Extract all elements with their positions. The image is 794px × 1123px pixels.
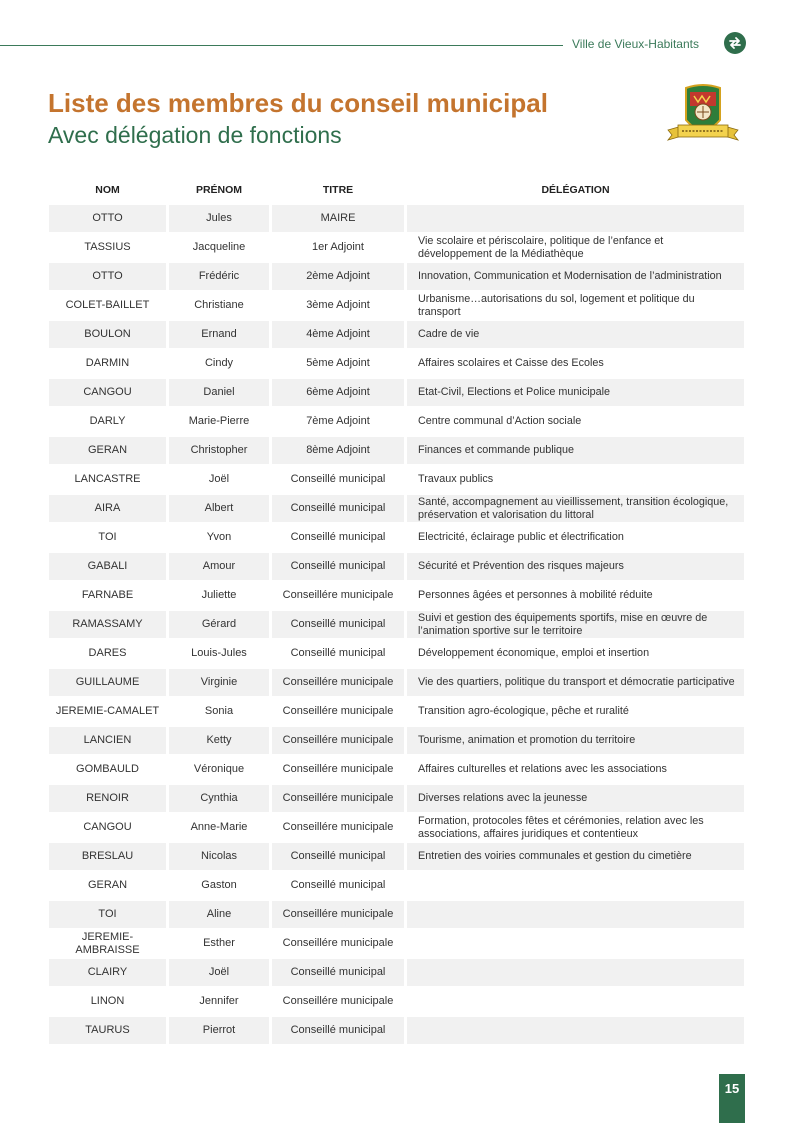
cell-delegation: Etat-Civil, Elections et Police municipale xyxy=(407,378,744,407)
cell-prenom: Amour xyxy=(169,552,269,581)
cell-titre: Conseillé municipal xyxy=(272,552,404,581)
cell-delegation xyxy=(407,1016,744,1045)
cell-titre: 7ème Adjoint xyxy=(272,407,404,436)
cell-nom: AIRA xyxy=(49,494,166,523)
cell-nom: GUILLAUME xyxy=(49,668,166,697)
cell-titre: Conseillé municipal xyxy=(272,610,404,639)
cell-nom: DARES xyxy=(49,639,166,668)
cell-delegation: Santé, accompagnement au vieillissement, transition écologique, préservation et valorisation du littoral xyxy=(407,494,744,523)
table-row xyxy=(49,320,744,349)
cell-delegation: Innovation, Communication et Modernisation de l’administration xyxy=(407,262,744,291)
cell-titre: 8ème Adjoint xyxy=(272,436,404,465)
cell-titre: Conseillé municipal xyxy=(272,958,404,987)
cell-prenom: Albert xyxy=(169,494,269,523)
cell-delegation xyxy=(407,987,744,1016)
column-header-prenom: PRÉNOM xyxy=(195,184,243,196)
cell-nom: TAURUS xyxy=(49,1016,166,1045)
cell-delegation: Cadre de vie xyxy=(407,320,744,349)
cell-titre: 4ème Adjoint xyxy=(272,320,404,349)
table-row xyxy=(49,436,744,465)
cell-titre: Conseillére municipale xyxy=(272,581,404,610)
cell-nom: GABALI xyxy=(49,552,166,581)
cell-delegation xyxy=(407,900,744,929)
cell-delegation: Transition agro-écologique, pêche et ruralité xyxy=(407,697,744,726)
cell-titre: 1er Adjoint xyxy=(272,233,404,262)
cell-titre: Conseillére municipale xyxy=(272,987,404,1016)
cell-prenom: Virginie xyxy=(169,668,269,697)
cell-titre: Conseillére municipale xyxy=(272,900,404,929)
cell-prenom: Esther xyxy=(169,929,269,958)
cell-titre: MAIRE xyxy=(272,204,404,233)
cell-prenom: Sonia xyxy=(169,697,269,726)
cell-nom: BRESLAU xyxy=(49,842,166,871)
cell-titre: 3ème Adjoint xyxy=(272,291,404,320)
table-row xyxy=(49,407,744,436)
cell-prenom: Aline xyxy=(169,900,269,929)
cell-nom: JEREMIE-CAMALET xyxy=(49,697,166,726)
cell-prenom: Joël xyxy=(169,465,269,494)
table-row xyxy=(49,900,744,929)
cell-delegation: Centre communal d’Action sociale xyxy=(407,407,744,436)
table-row xyxy=(49,465,744,494)
cell-titre: Conseillére municipale xyxy=(272,668,404,697)
cell-delegation: Affaires culturelles et relations avec les associations xyxy=(407,755,744,784)
cell-titre: Conseillére municipale xyxy=(272,929,404,958)
table-row xyxy=(49,233,744,262)
cell-prenom: Christopher xyxy=(169,436,269,465)
table-row xyxy=(49,291,744,320)
table-row xyxy=(49,610,744,639)
cell-delegation xyxy=(407,929,744,958)
table-row xyxy=(49,204,744,233)
cell-nom: LANCIEN xyxy=(49,726,166,755)
cell-nom: LANCASTRE xyxy=(49,465,166,494)
column-header-nom: NOM xyxy=(95,184,120,196)
column-header-titre: TITRE xyxy=(322,184,354,196)
cell-titre: Conseillére municipale xyxy=(272,697,404,726)
column-header-delegation: DÉLÉGATION xyxy=(541,184,610,196)
table-row xyxy=(49,494,744,523)
cell-titre: Conseillére municipale xyxy=(272,755,404,784)
cell-titre: 5ème Adjoint xyxy=(272,349,404,378)
table-row xyxy=(49,987,744,1016)
cell-nom: CANGOU xyxy=(49,378,166,407)
page-subtitle: Avec délégation de fonctions xyxy=(48,122,342,148)
table-row xyxy=(49,726,744,755)
page-title: Liste des membres du conseil municipal xyxy=(48,88,548,118)
cell-nom: GOMBAULD xyxy=(49,755,166,784)
cell-nom: DARMIN xyxy=(49,349,166,378)
cell-titre: Conseillére municipale xyxy=(272,813,404,842)
cell-nom: TASSIUS xyxy=(49,233,166,262)
cell-nom: COLET-BAILLET xyxy=(49,291,166,320)
table-row xyxy=(49,262,744,291)
cell-prenom: Louis-Jules xyxy=(169,639,269,668)
table-header-row xyxy=(49,176,744,204)
cell-nom: TOI xyxy=(49,523,166,552)
cell-nom: CANGOU xyxy=(49,813,166,842)
header-town-name: Ville de Vieux-Habitants xyxy=(572,37,699,51)
cell-delegation: Diverses relations avec la jeunesse xyxy=(407,784,744,813)
cell-delegation: Vie scolaire et périscolaire, politique de l’enfance et développement de la Médiathèque xyxy=(407,233,744,262)
council-members-table xyxy=(46,176,747,1045)
cell-delegation: Affaires scolaires et Caisse des Ecoles xyxy=(407,349,744,378)
cell-delegation: Vie des quartiers, politique du transport et démocratie participative xyxy=(407,668,744,697)
cell-prenom: Jennifer xyxy=(169,987,269,1016)
cell-prenom: Yvon xyxy=(169,523,269,552)
cell-titre: 2ème Adjoint xyxy=(272,262,404,291)
cell-prenom: Pierrot xyxy=(169,1016,269,1045)
table-row xyxy=(49,378,744,407)
cell-nom: GERAN xyxy=(49,871,166,900)
cell-titre: Conseillé municipal xyxy=(272,639,404,668)
town-crest-icon xyxy=(664,82,742,154)
cell-prenom: Nicolas xyxy=(169,842,269,871)
cell-nom: TOI xyxy=(49,900,166,929)
cell-prenom: Ernand xyxy=(169,320,269,349)
cell-prenom: Juliette xyxy=(169,581,269,610)
cell-delegation: Personnes âgées et personnes à mobilité réduite xyxy=(407,581,744,610)
table-row xyxy=(49,581,744,610)
cell-delegation: Travaux publics xyxy=(407,465,744,494)
cell-delegation xyxy=(407,871,744,900)
header-rule xyxy=(0,45,563,46)
table-row xyxy=(49,958,744,987)
table-row xyxy=(49,668,744,697)
cell-titre: Conseillé municipal xyxy=(272,523,404,552)
cell-prenom: Anne-Marie xyxy=(169,813,269,842)
cell-titre: Conseillé municipal xyxy=(272,494,404,523)
table-row xyxy=(49,842,744,871)
cell-prenom: Christiane xyxy=(169,291,269,320)
cell-titre: 6ème Adjoint xyxy=(272,378,404,407)
cell-prenom: Jules xyxy=(169,204,269,233)
table-row xyxy=(49,784,744,813)
table-row xyxy=(49,929,744,958)
cell-delegation: Entretien des voiries communales et gestion du cimetière xyxy=(407,842,744,871)
table-row xyxy=(49,755,744,784)
page-number: 15 xyxy=(719,1074,745,1123)
cell-prenom: Marie-Pierre xyxy=(169,407,269,436)
cell-prenom: Véronique xyxy=(169,755,269,784)
cell-nom: OTTO xyxy=(49,204,166,233)
cell-nom: DARLY xyxy=(49,407,166,436)
cell-prenom: Cynthia xyxy=(169,784,269,813)
cell-delegation: Electricité, éclairage public et électrification xyxy=(407,523,744,552)
cell-nom: OTTO xyxy=(49,262,166,291)
cell-prenom: Jacqueline xyxy=(169,233,269,262)
table-row xyxy=(49,523,744,552)
cell-titre: Conseillé municipal xyxy=(272,871,404,900)
cell-titre: Conseillé municipal xyxy=(272,842,404,871)
table-row xyxy=(49,1016,744,1045)
table-row xyxy=(49,697,744,726)
cell-delegation: Suivi et gestion des équipements sportifs, mise en œuvre de l’animation sportive sur le territoire xyxy=(407,610,744,639)
table-row xyxy=(49,349,744,378)
cell-delegation: Tourisme, animation et promotion du territoire xyxy=(407,726,744,755)
cell-nom: LINON xyxy=(49,987,166,1016)
table-row xyxy=(49,639,744,668)
cell-delegation xyxy=(407,958,744,987)
cell-prenom: Daniel xyxy=(169,378,269,407)
cell-nom: RENOIR xyxy=(49,784,166,813)
cell-prenom: Cindy xyxy=(169,349,269,378)
cell-titre: Conseillé municipal xyxy=(272,1016,404,1045)
cell-delegation: Formation, protocoles fêtes et cérémonies, relation avec les associations, affaires juridiques et contentieux xyxy=(407,813,744,842)
cell-prenom: Joël xyxy=(169,958,269,987)
cell-delegation xyxy=(407,204,744,233)
table-row xyxy=(49,871,744,900)
cell-nom: FARNABE xyxy=(49,581,166,610)
cell-nom: RAMASSAMY xyxy=(49,610,166,639)
cell-prenom: Gaston xyxy=(169,871,269,900)
cell-nom: BOULON xyxy=(49,320,166,349)
cell-prenom: Ketty xyxy=(169,726,269,755)
cell-nom: CLAIRY xyxy=(49,958,166,987)
exchange-arrows-icon xyxy=(724,32,746,54)
cell-nom: JEREMIE-AMBRAISSE xyxy=(49,929,166,958)
cell-titre: Conseillé municipal xyxy=(272,465,404,494)
cell-delegation: Développement économique, emploi et insertion xyxy=(407,639,744,668)
table-row xyxy=(49,552,744,581)
cell-delegation: Sécurité et Prévention des risques majeurs xyxy=(407,552,744,581)
cell-delegation: Finances et commande publique xyxy=(407,436,744,465)
cell-prenom: Frédéric xyxy=(169,262,269,291)
table-row xyxy=(49,813,744,842)
cell-delegation: Urbanisme…autorisations du sol, logement et politique du transport xyxy=(407,291,744,320)
cell-titre: Conseillére municipale xyxy=(272,726,404,755)
cell-titre: Conseillére municipale xyxy=(272,784,404,813)
cell-nom: GERAN xyxy=(49,436,166,465)
cell-prenom: Gérard xyxy=(169,610,269,639)
